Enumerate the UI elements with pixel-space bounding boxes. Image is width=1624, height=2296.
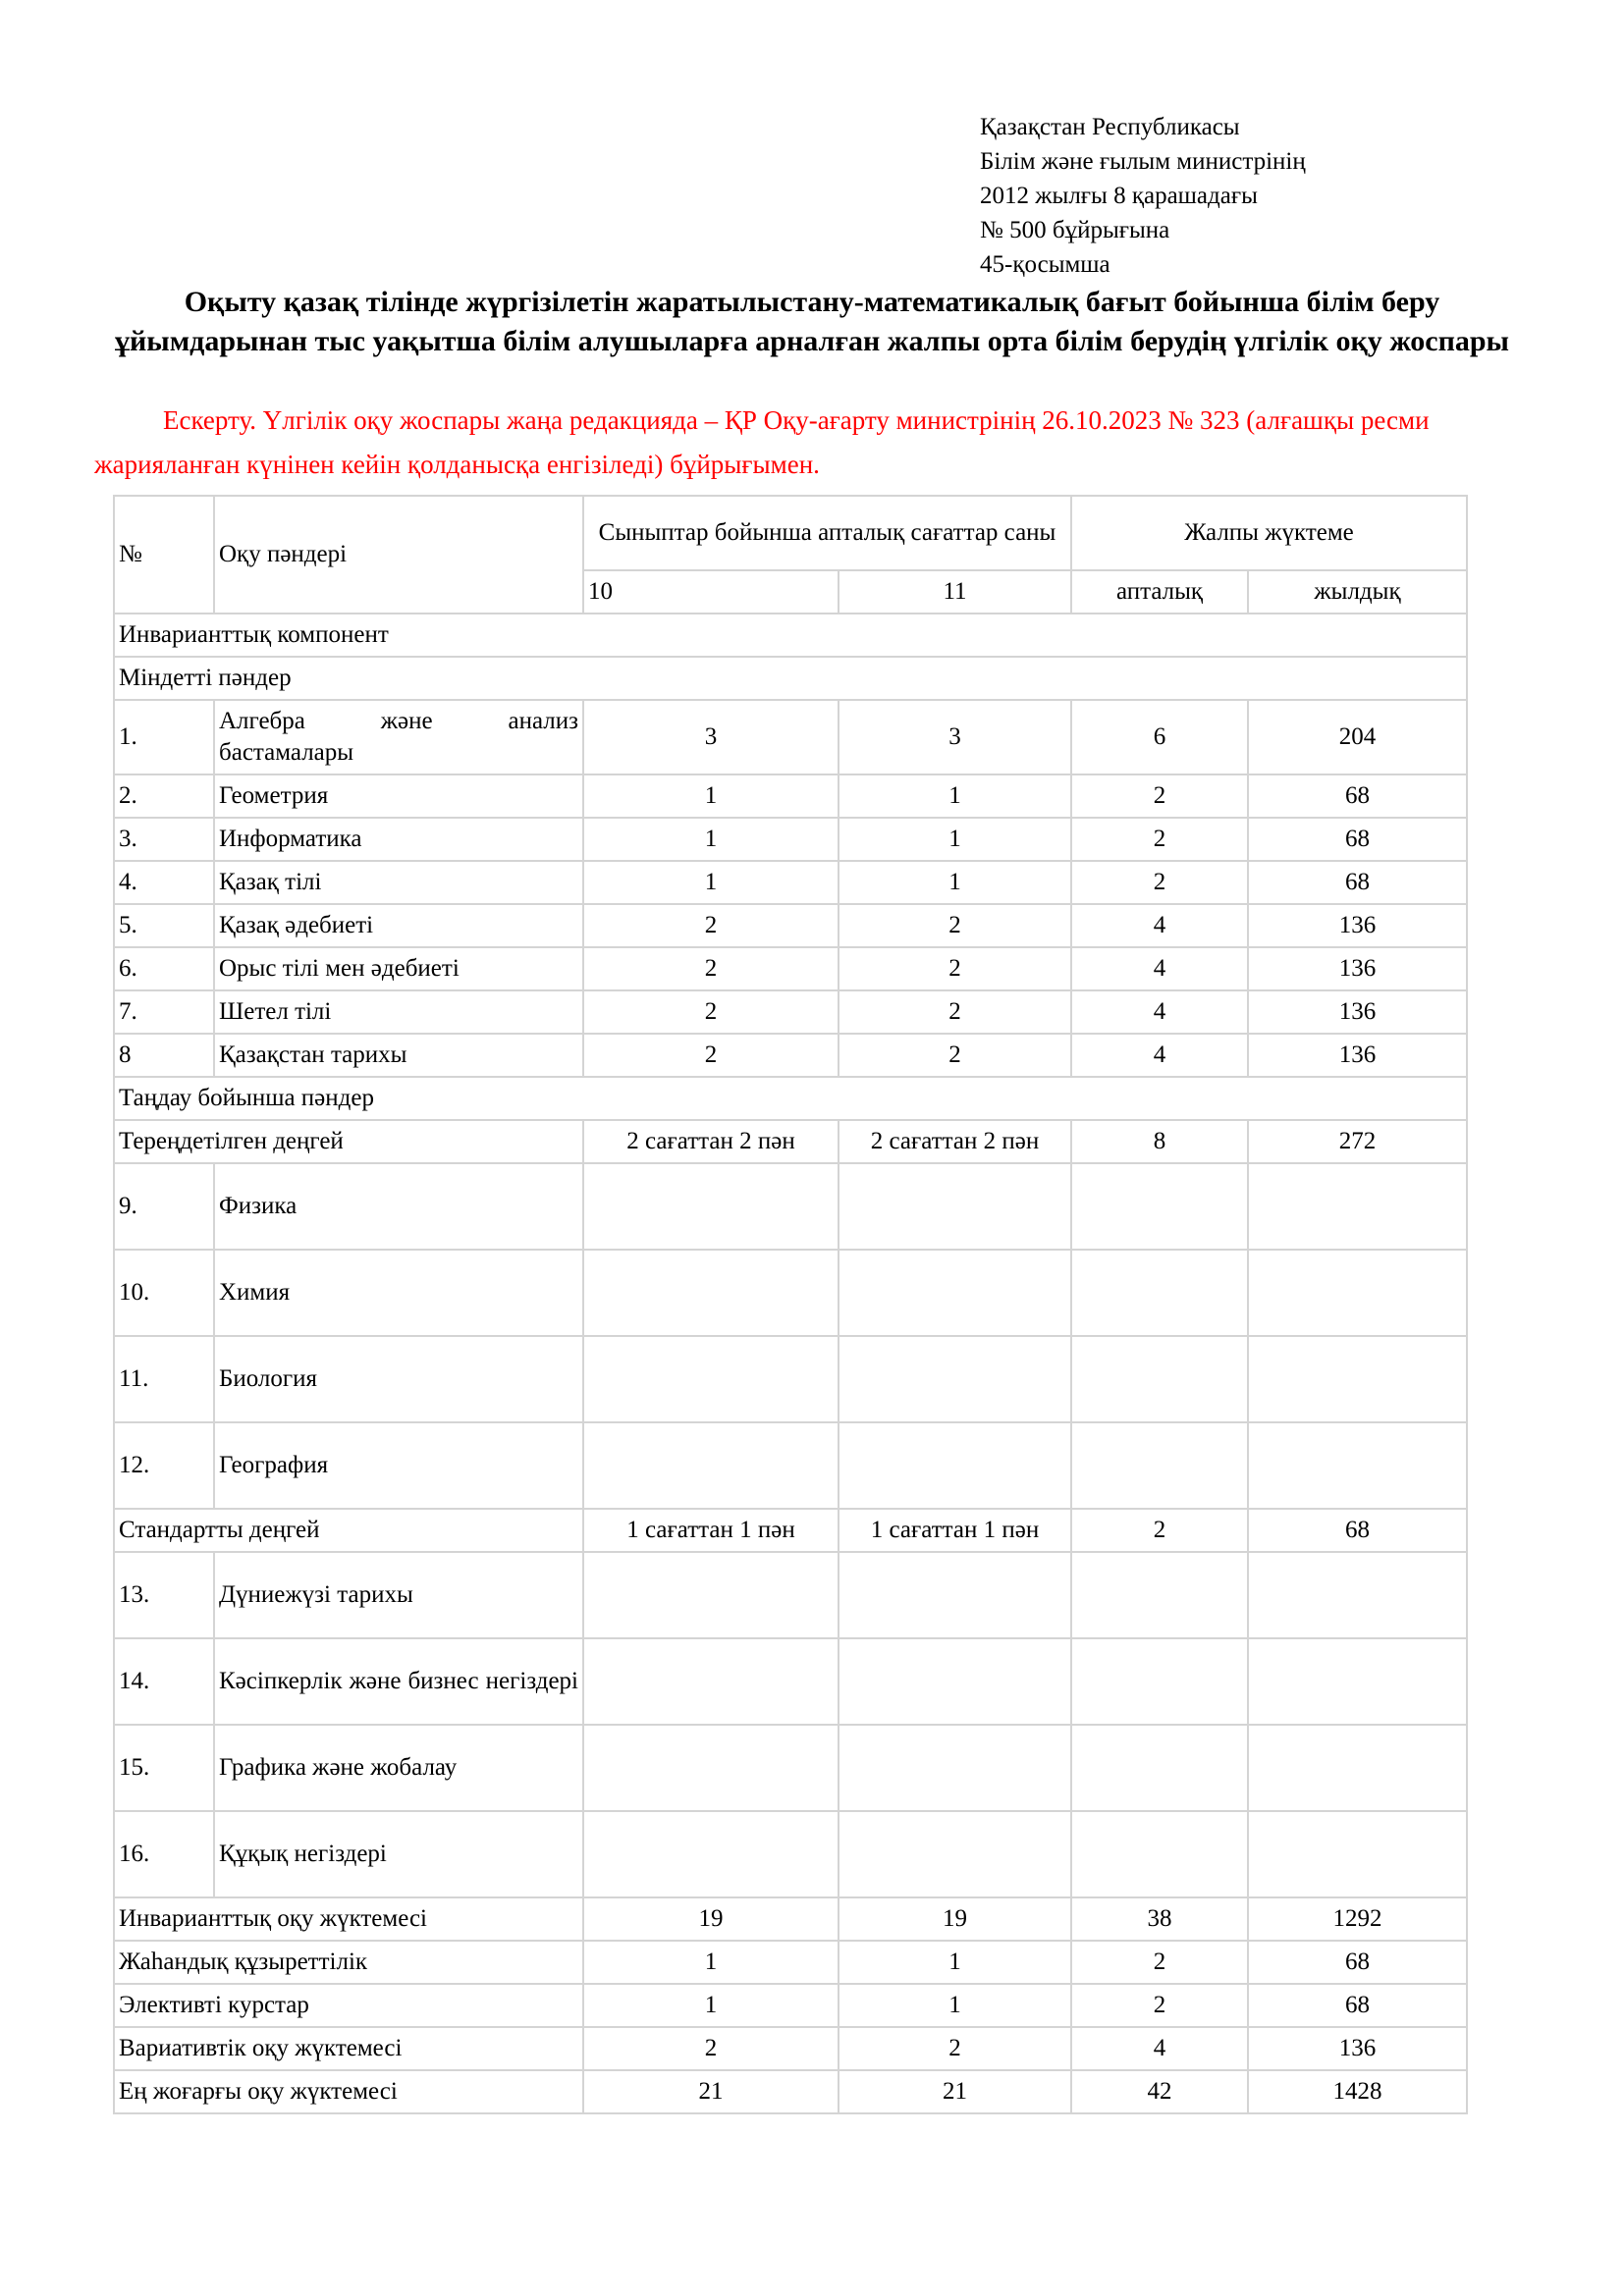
subject-name: Дүниежүзі тарихы bbox=[214, 1552, 583, 1638]
subject-name: Орыс тілі мен әдебиеті bbox=[214, 947, 583, 990]
grade11-hours: 1 bbox=[839, 774, 1071, 818]
empty-cell bbox=[1248, 1163, 1467, 1250]
empty-cell bbox=[839, 1336, 1071, 1422]
yearly-total: 272 bbox=[1248, 1120, 1467, 1163]
approval-line: 2012 жылғы 8 қарашадағы bbox=[980, 183, 1258, 209]
section-row bbox=[114, 614, 1467, 657]
row-no: 15. bbox=[114, 1725, 214, 1811]
total-label: Вариативтік оқу жүктемесі bbox=[114, 2027, 583, 2070]
approval-block bbox=[980, 110, 1306, 282]
table-row bbox=[114, 861, 1467, 904]
approval-line: Білім және ғылым министрінің bbox=[980, 148, 1306, 175]
empty-cell bbox=[583, 1725, 839, 1811]
table-row bbox=[114, 1552, 1467, 1638]
weekly-total: 2 bbox=[1071, 774, 1248, 818]
header-no: № bbox=[114, 496, 214, 614]
grade10-hours: 2 bbox=[583, 2027, 839, 2070]
subject-name: Шетел тілі bbox=[214, 990, 583, 1034]
row-no: 11. bbox=[114, 1336, 214, 1422]
table-row bbox=[114, 990, 1467, 1034]
level-row bbox=[114, 1509, 1467, 1552]
empty-cell bbox=[839, 1163, 1071, 1250]
yearly-total: 68 bbox=[1248, 1509, 1467, 1552]
grade10-hours: 1 bbox=[583, 861, 839, 904]
section-required: Міндетті пәндер bbox=[114, 657, 1467, 700]
empty-cell bbox=[1248, 1250, 1467, 1336]
subject-name: Биология bbox=[214, 1336, 583, 1422]
subject-name: Информатика bbox=[214, 818, 583, 861]
table-row bbox=[114, 1725, 1467, 1811]
weekly-total: 4 bbox=[1071, 2027, 1248, 2070]
yearly-total: 136 bbox=[1248, 2027, 1467, 2070]
grade10-hours: 2 bbox=[583, 947, 839, 990]
row-no: 16. bbox=[114, 1811, 214, 1897]
header-weekly-by-grade: Сыныптар бойынша апталық сағаттар саны bbox=[583, 496, 1071, 570]
total-row bbox=[114, 1984, 1467, 2027]
weekly-total: 2 bbox=[1071, 818, 1248, 861]
weekly-total: 6 bbox=[1071, 700, 1248, 774]
grade11-hours: 2 bbox=[839, 990, 1071, 1034]
empty-cell bbox=[1071, 1552, 1248, 1638]
grade11-hours: 1 bbox=[839, 818, 1071, 861]
header-subject: Оқу пәндері bbox=[214, 496, 583, 614]
empty-cell bbox=[583, 1811, 839, 1897]
yearly-total: 136 bbox=[1248, 990, 1467, 1034]
row-no: 6. bbox=[114, 947, 214, 990]
grade11-hours: 1 bbox=[839, 861, 1071, 904]
empty-cell bbox=[1071, 1422, 1248, 1509]
yearly-total: 136 bbox=[1248, 1034, 1467, 1077]
yearly-total: 68 bbox=[1248, 861, 1467, 904]
weekly-total: 2 bbox=[1071, 1509, 1248, 1552]
empty-cell bbox=[839, 1422, 1071, 1509]
empty-cell bbox=[583, 1422, 839, 1509]
empty-cell bbox=[1248, 1638, 1467, 1725]
empty-cell bbox=[583, 1552, 839, 1638]
empty-cell bbox=[839, 1250, 1071, 1336]
subject-name: Қазақ әдебиеті bbox=[214, 904, 583, 947]
weekly-total: 4 bbox=[1071, 990, 1248, 1034]
weekly-total: 2 bbox=[1071, 861, 1248, 904]
weekly-total: 4 bbox=[1071, 1034, 1248, 1077]
yearly-total: 68 bbox=[1248, 1984, 1467, 2027]
yearly-total: 68 bbox=[1248, 818, 1467, 861]
header-weekly: апталық bbox=[1071, 570, 1248, 614]
row-no: 14. bbox=[114, 1638, 214, 1725]
curriculum-table bbox=[113, 495, 1468, 2114]
empty-cell bbox=[583, 1336, 839, 1422]
subject-name: Химия bbox=[214, 1250, 583, 1336]
subject-name: Физика bbox=[214, 1163, 583, 1250]
yearly-total: 1428 bbox=[1248, 2070, 1467, 2113]
grade10-hours: 1 bbox=[583, 1941, 839, 1984]
empty-cell bbox=[1071, 1638, 1248, 1725]
weekly-total: 42 bbox=[1071, 2070, 1248, 2113]
grade10-hours: 2 bbox=[583, 1034, 839, 1077]
empty-cell bbox=[1071, 1250, 1248, 1336]
row-no: 2. bbox=[114, 774, 214, 818]
header-grade10: 10 bbox=[583, 570, 839, 614]
row-no: 3. bbox=[114, 818, 214, 861]
weekly-total: 4 bbox=[1071, 904, 1248, 947]
weekly-total: 2 bbox=[1071, 1941, 1248, 1984]
table-row bbox=[114, 947, 1467, 990]
empty-cell bbox=[1248, 1422, 1467, 1509]
grade10-hours: 2 bbox=[583, 904, 839, 947]
approval-line: Қазақстан Республикасы bbox=[980, 114, 1240, 140]
header-total-load: Жалпы жүктеме bbox=[1071, 496, 1467, 570]
header-grade11: 11 bbox=[839, 570, 1071, 614]
grade11-hours: 19 bbox=[839, 1897, 1071, 1941]
table-row bbox=[114, 1422, 1467, 1509]
subject-name: География bbox=[214, 1422, 583, 1509]
weekly-total: 4 bbox=[1071, 947, 1248, 990]
grade11-hours: 2 bbox=[839, 947, 1071, 990]
row-no: 12. bbox=[114, 1422, 214, 1509]
table-row bbox=[114, 904, 1467, 947]
table-row bbox=[114, 1034, 1467, 1077]
empty-cell bbox=[583, 1163, 839, 1250]
grade10-hours: 2 сағаттан 2 пән bbox=[583, 1120, 839, 1163]
table-row bbox=[114, 818, 1467, 861]
row-no: 7. bbox=[114, 990, 214, 1034]
grade11-hours: 2 bbox=[839, 1034, 1071, 1077]
row-no: 9. bbox=[114, 1163, 214, 1250]
weekly-total: 2 bbox=[1071, 1984, 1248, 2027]
empty-cell bbox=[583, 1638, 839, 1725]
table-row bbox=[114, 1811, 1467, 1897]
grade11-hours: 1 bbox=[839, 1984, 1071, 2027]
table-row bbox=[114, 1163, 1467, 1250]
header-yearly: жылдық bbox=[1248, 570, 1467, 614]
section-elective: Таңдау бойынша пәндер bbox=[114, 1077, 1467, 1120]
total-label: Жаһандық құзыреттілік bbox=[114, 1941, 583, 1984]
yearly-total: 1292 bbox=[1248, 1897, 1467, 1941]
yearly-total: 68 bbox=[1248, 774, 1467, 818]
table-header-row bbox=[114, 496, 1467, 570]
subject-name: Қазақ тілі bbox=[214, 861, 583, 904]
grade11-hours: 21 bbox=[839, 2070, 1071, 2113]
total-label: Инварианттық оқу жүктемесі bbox=[114, 1897, 583, 1941]
section-row bbox=[114, 1077, 1467, 1120]
yearly-total: 204 bbox=[1248, 700, 1467, 774]
amendment-note: Ескерту. Үлгілік оқу жоспары жаңа редакцияда – ҚР Оқу-ағарту министрінің 26.10.2023 № 323 (алғашқы ресми жарияланған күнінен кейін қолданысқа енгізіледі) бұйрығымен. bbox=[94, 405, 1430, 479]
grade10-hours: 1 bbox=[583, 818, 839, 861]
grade11-hours: 1 сағаттан 1 пән bbox=[839, 1509, 1071, 1552]
row-no: 5. bbox=[114, 904, 214, 947]
table-row bbox=[114, 1336, 1467, 1422]
subject-name: Кәсіпкерлік және бизнес негіздері bbox=[214, 1638, 583, 1725]
total-row bbox=[114, 1941, 1467, 1984]
weekly-total: 8 bbox=[1071, 1120, 1248, 1163]
grade10-hours: 21 bbox=[583, 2070, 839, 2113]
approval-line: 45-қосымша bbox=[980, 251, 1110, 278]
level-standard-label: Стандартты деңгей bbox=[114, 1509, 583, 1552]
approval-line: № 500 бұйрығына bbox=[980, 217, 1170, 243]
empty-cell bbox=[1071, 1725, 1248, 1811]
table-row bbox=[114, 1638, 1467, 1725]
level-row bbox=[114, 1120, 1467, 1163]
grade10-hours: 3 bbox=[583, 700, 839, 774]
grade11-hours: 2 сағаттан 2 пән bbox=[839, 1120, 1071, 1163]
grade11-hours: 1 bbox=[839, 1941, 1071, 1984]
empty-cell bbox=[1071, 1336, 1248, 1422]
weekly-total: 38 bbox=[1071, 1897, 1248, 1941]
empty-cell bbox=[839, 1552, 1071, 1638]
subject-name: Геометрия bbox=[214, 774, 583, 818]
total-label: Элективті курстар bbox=[114, 1984, 583, 2027]
grade11-hours: 3 bbox=[839, 700, 1071, 774]
empty-cell bbox=[1248, 1811, 1467, 1897]
section-row bbox=[114, 657, 1467, 700]
row-no: 1. bbox=[114, 700, 214, 774]
table-row bbox=[114, 1250, 1467, 1336]
grade10-hours: 1 сағаттан 1 пән bbox=[583, 1509, 839, 1552]
table-row bbox=[114, 774, 1467, 818]
yearly-total: 136 bbox=[1248, 904, 1467, 947]
document-title: Оқыту қазақ тілінде жүргізілетін жаратылыстану-математикалық бағыт бойынша білім беру ұйымдарынан тыс уақытша білім алушыларға арналған жалпы орта білім берудің үлгілік оқу жоспары bbox=[115, 286, 1509, 357]
grade11-hours: 2 bbox=[839, 904, 1071, 947]
total-row bbox=[114, 2070, 1467, 2113]
empty-cell bbox=[1248, 1336, 1467, 1422]
empty-cell bbox=[839, 1811, 1071, 1897]
empty-cell bbox=[839, 1725, 1071, 1811]
total-row bbox=[114, 1897, 1467, 1941]
total-label: Ең жоғарғы оқу жүктемесі bbox=[114, 2070, 583, 2113]
empty-cell bbox=[1248, 1725, 1467, 1811]
row-no: 13. bbox=[114, 1552, 214, 1638]
yearly-total: 68 bbox=[1248, 1941, 1467, 1984]
level-advanced-label: Тереңдетілген деңгей bbox=[114, 1120, 583, 1163]
empty-cell bbox=[1248, 1552, 1467, 1638]
total-row bbox=[114, 2027, 1467, 2070]
row-no: 10. bbox=[114, 1250, 214, 1336]
empty-cell bbox=[583, 1250, 839, 1336]
subject-name: Қазақстан тарихы bbox=[214, 1034, 583, 1077]
grade10-hours: 19 bbox=[583, 1897, 839, 1941]
yearly-total: 136 bbox=[1248, 947, 1467, 990]
empty-cell bbox=[1071, 1163, 1248, 1250]
row-no: 4. bbox=[114, 861, 214, 904]
grade11-hours: 2 bbox=[839, 2027, 1071, 2070]
row-no: 8 bbox=[114, 1034, 214, 1077]
subject-name: Алгебра және анализ бастамалары bbox=[214, 700, 583, 774]
subject-name: Графика және жобалау bbox=[214, 1725, 583, 1811]
section-invariant: Инварианттық компонент bbox=[114, 614, 1467, 657]
grade10-hours: 1 bbox=[583, 774, 839, 818]
grade10-hours: 1 bbox=[583, 1984, 839, 2027]
subject-name: Құқық негіздері bbox=[214, 1811, 583, 1897]
empty-cell bbox=[1071, 1811, 1248, 1897]
empty-cell bbox=[839, 1638, 1071, 1725]
grade10-hours: 2 bbox=[583, 990, 839, 1034]
table-row bbox=[114, 700, 1467, 774]
